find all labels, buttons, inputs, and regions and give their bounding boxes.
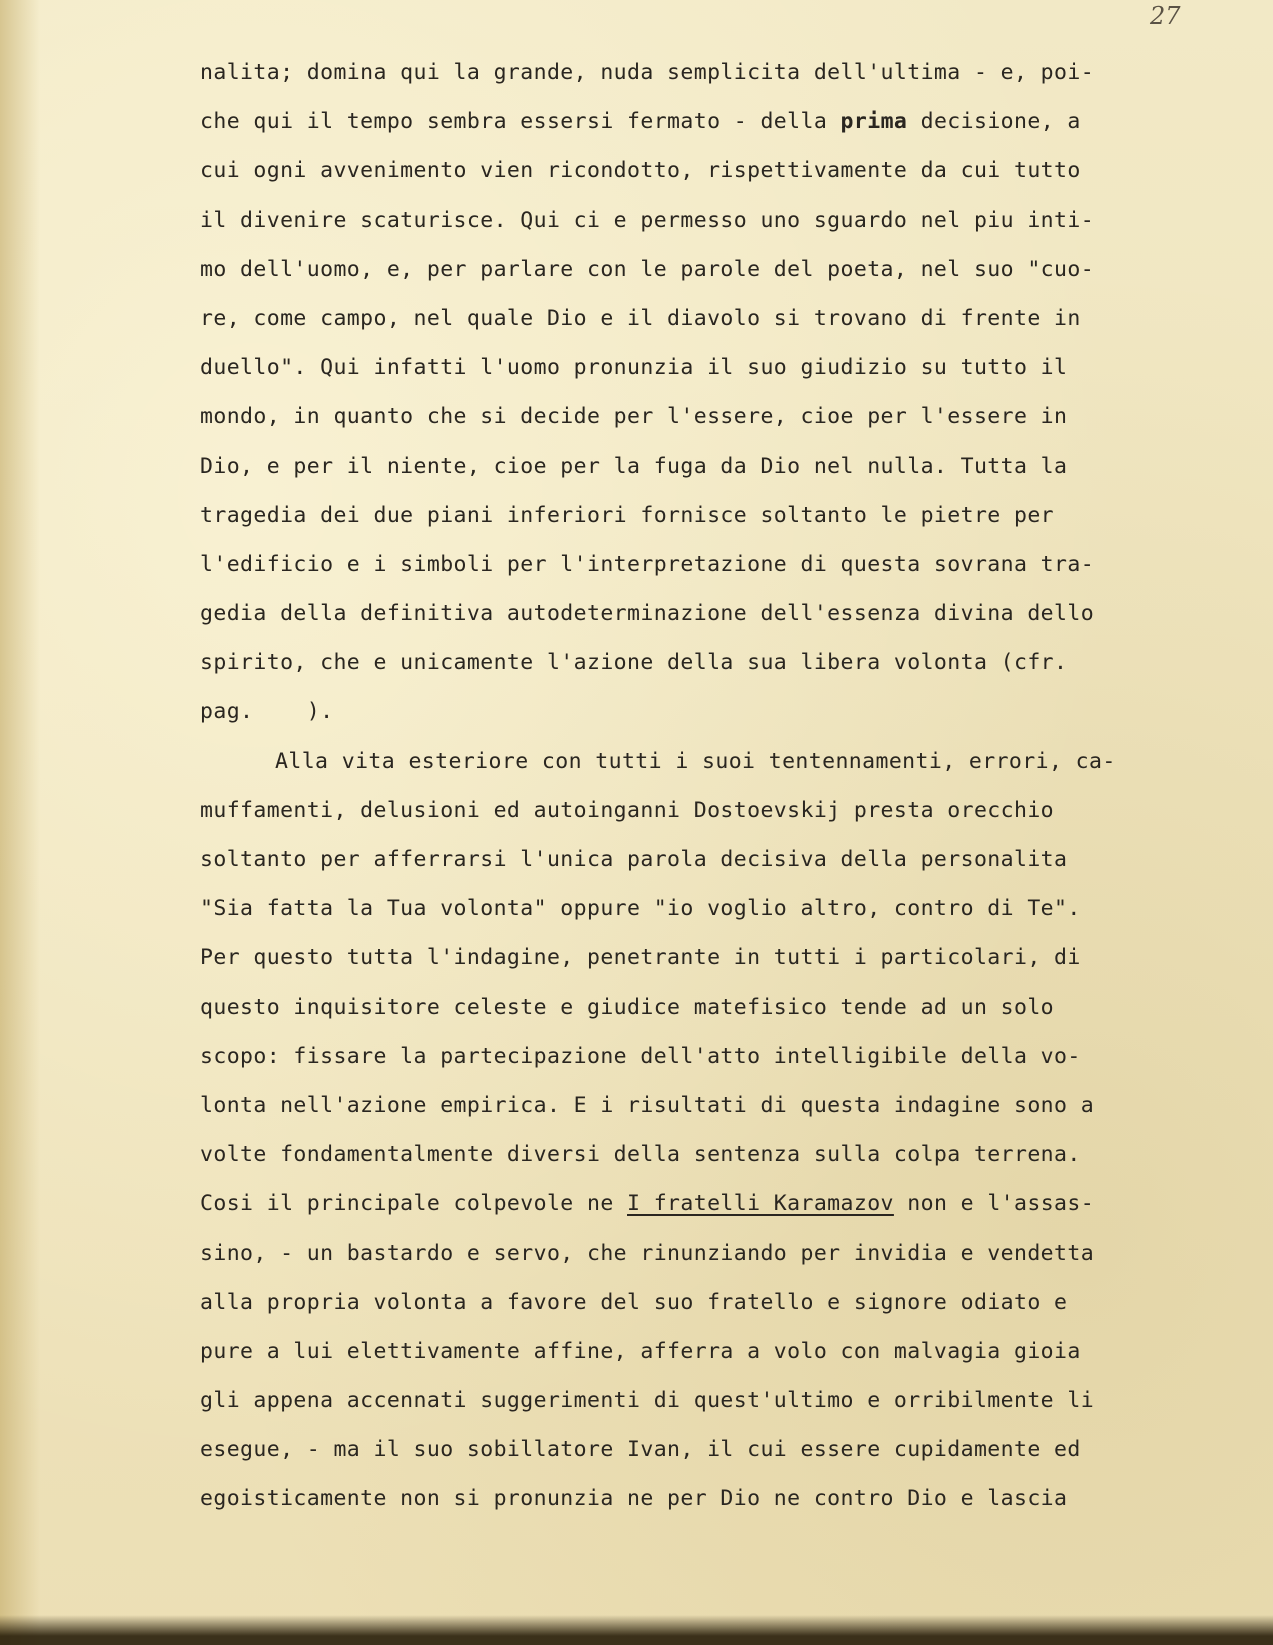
text-line <box>200 1179 1220 1228</box>
text-line: Alla vita esteriore con tutti i suoi tentennamenti, errori, ca- <box>275 748 1116 774</box>
text-line: duello". Qui infatti l'uomo pronunzia il suo giudizio su tutto il <box>200 355 1068 381</box>
bold-word: prima <box>840 109 908 135</box>
text-line: mo dell'uomo, e, per parlare con le parole del poeta, nel suo "cuo- <box>200 256 1095 282</box>
text-line: tragedia dei due piani inferiori fornisce soltanto le pietre per <box>200 502 1055 528</box>
book-title: I fratelli Karamazov <box>627 1191 894 1217</box>
text-line: gli appena accennati suggerimenti di quest'ultimo e orribilmente li <box>200 1388 1095 1414</box>
text-segment: non e l'assas- <box>893 1191 1095 1217</box>
text-line: lonta nell'azione empirica. E i risultati di questa indagine sono a <box>200 1092 1095 1118</box>
text-line: pag. ). <box>200 699 334 725</box>
text-line: "Sia fatta la Tua volonta" oppure "io voglio altro, contro di Te". <box>200 896 1081 922</box>
text-line: l'edificio e i simboli per l'interpretazione di questa sovrana tra- <box>200 551 1095 577</box>
text-segment: Cosi il principale colpevole ne <box>200 1191 628 1217</box>
text-line: mondo, in quanto che si decide per l'essere, cioe per l'essere in <box>200 404 1068 430</box>
text-line: sino, - un bastardo e servo, che rinunziando per invidia e vendetta <box>200 1240 1095 1266</box>
text-segment: che qui il tempo sembra essersi fermato - della <box>200 109 841 135</box>
text-line: soltanto per afferrarsi l'unica parola decisiva della personalita <box>200 847 1068 872</box>
text-line: Per questo tutta l'indagine, penetrante in tutti i particolari, di <box>200 945 1081 971</box>
text-line <box>200 97 1220 146</box>
page-number: 27 <box>1150 2 1181 30</box>
text-line: il divenire scaturisce. Qui ci e permesso uno sguardo nel piu inti- <box>200 207 1095 233</box>
text-line: re, come campo, nel quale Dio e il diavolo si trovano di frente in <box>200 305 1081 331</box>
text-line: alla propria volonta a favore del suo fratello e signore odiato e <box>200 1289 1068 1315</box>
text-line: pure a lui elettivamente affine, afferra a volo con malvagia gioia <box>200 1338 1081 1364</box>
text-line: esegue, - ma il suo sobillatore Ivan, il cui essere cupidamente ed <box>200 1437 1081 1463</box>
text-line: muffamenti, delusioni ed autoinganni Dostoevskij presta orecchio <box>200 797 1055 823</box>
text-line: cui ogni avvenimento vien ricondotto, rispettivamente da cui tutto <box>200 158 1081 184</box>
text-line: egoisticamente non si pronunzia ne per Dio ne contro Dio e lascia <box>200 1486 1068 1512</box>
text-line: questo inquisitore celeste e giudice matefisico tende ad un solo <box>200 994 1055 1020</box>
text-line: scopo: fissare la partecipazione dell'atto intelligibile della vo- <box>200 1043 1081 1069</box>
text-line: nalita; domina qui la grande, nuda semplicita dell'ultima - e, poi- <box>200 60 1095 85</box>
text-line: volte fondamentalmente diversi della sentenza sulla colpa terrena. <box>200 1142 1081 1168</box>
text-line: Dio, e per il niente, cioe per la fuga da Dio nel nulla. Tutta la <box>200 453 1068 479</box>
typewritten-text <box>200 48 1220 1524</box>
text-line: gedia della definitiva autodeterminazione dell'essenza divina dello <box>200 601 1095 627</box>
text-line: spirito, che e unicamente l'azione della sua libera volonta (cfr. <box>200 650 1068 676</box>
text-segment: decisione, a <box>907 109 1081 135</box>
